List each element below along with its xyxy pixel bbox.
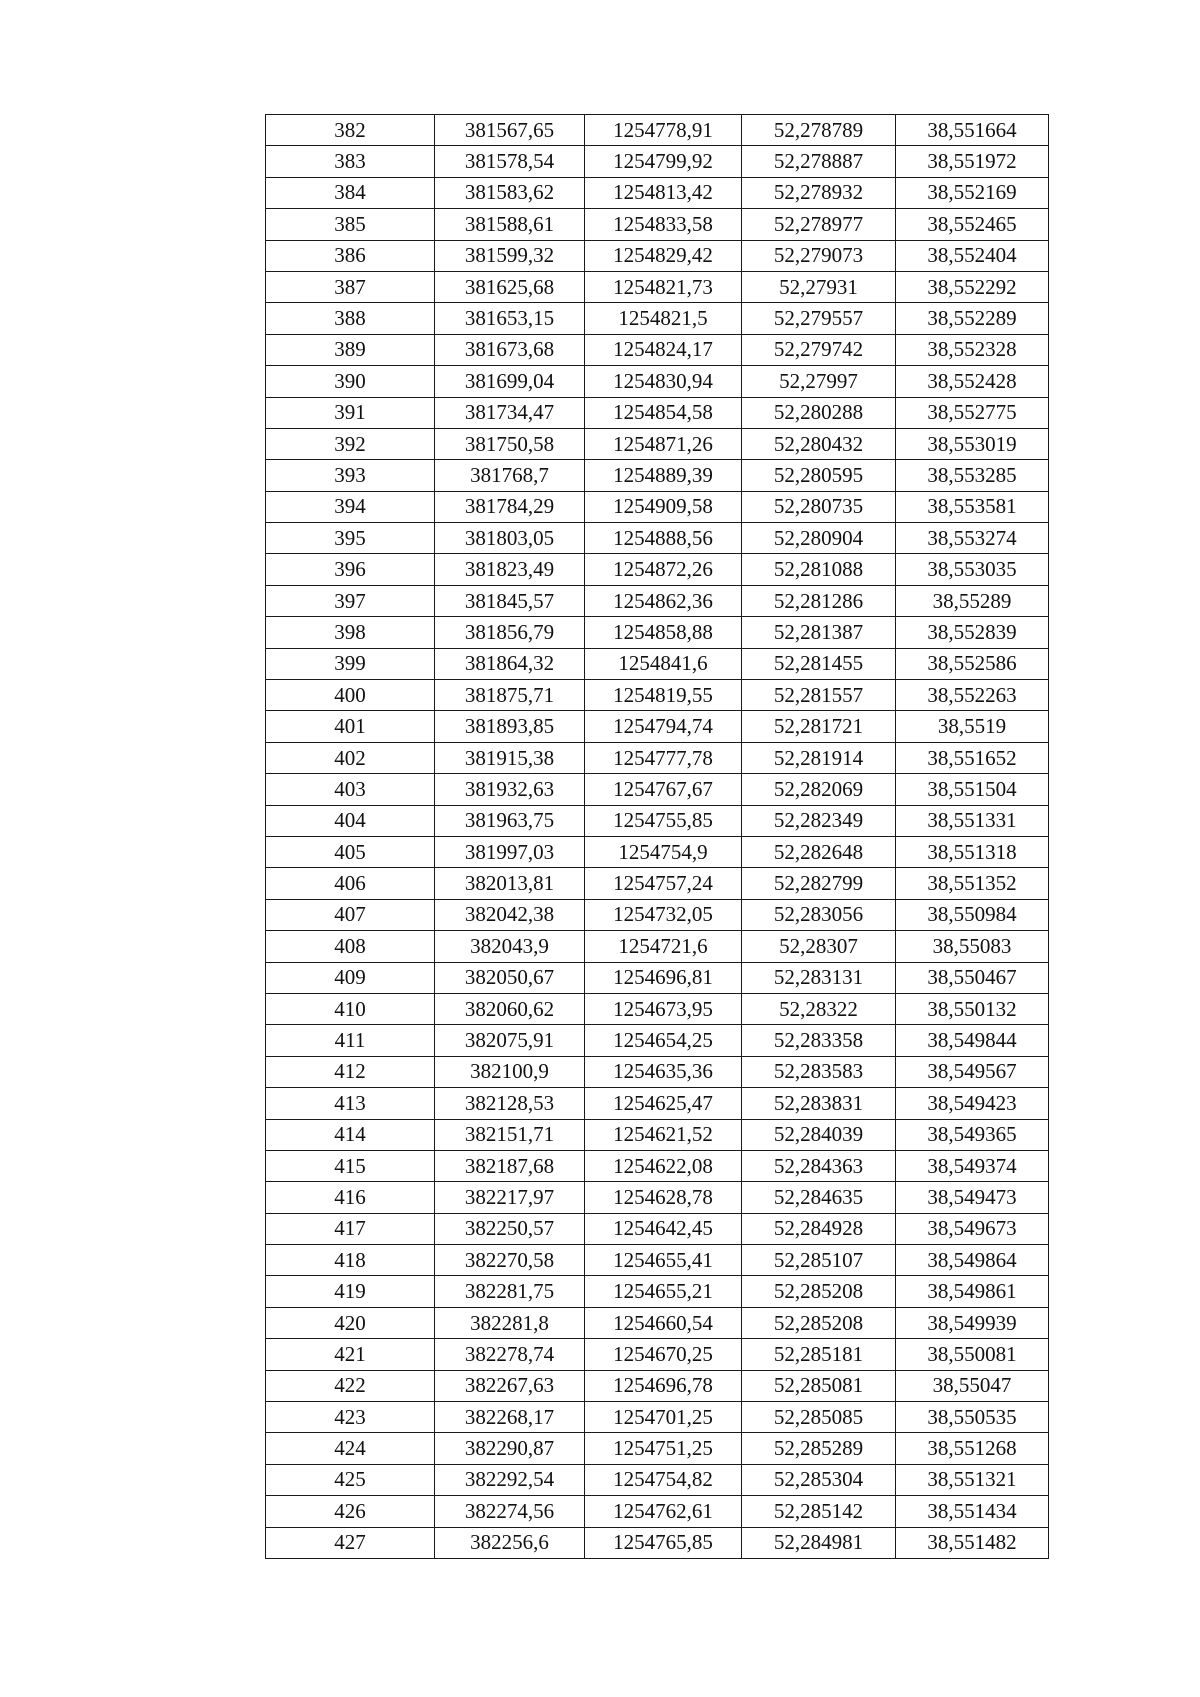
x-coordinate-cell: 382151,71 — [435, 1119, 585, 1150]
y-coordinate-cell: 1254757,24 — [585, 868, 742, 899]
longitude-cell: 38,549939 — [896, 1307, 1049, 1338]
latitude-cell: 52,283583 — [742, 1056, 896, 1087]
longitude-cell: 38,552465 — [896, 209, 1049, 240]
longitude-cell: 38,5519 — [896, 711, 1049, 742]
longitude-cell: 38,552404 — [896, 240, 1049, 271]
x-coordinate-cell: 382060,62 — [435, 993, 585, 1024]
y-coordinate-cell: 1254625,47 — [585, 1088, 742, 1119]
longitude-cell: 38,551352 — [896, 868, 1049, 899]
y-coordinate-cell: 1254721,6 — [585, 931, 742, 962]
y-coordinate-cell: 1254794,74 — [585, 711, 742, 742]
latitude-cell: 52,285107 — [742, 1245, 896, 1276]
y-coordinate-cell: 1254819,55 — [585, 680, 742, 711]
x-coordinate-cell: 382274,56 — [435, 1496, 585, 1527]
table-row — [266, 397, 1049, 428]
point-number-cell: 387 — [266, 271, 435, 302]
table-row — [266, 523, 1049, 554]
x-coordinate-cell: 381997,03 — [435, 836, 585, 867]
longitude-cell: 38,553274 — [896, 523, 1049, 554]
y-coordinate-cell: 1254732,05 — [585, 899, 742, 930]
x-coordinate-cell: 381915,38 — [435, 742, 585, 773]
longitude-cell: 38,551268 — [896, 1433, 1049, 1464]
point-number-cell: 406 — [266, 868, 435, 899]
point-number-cell: 388 — [266, 303, 435, 334]
y-coordinate-cell: 1254762,61 — [585, 1496, 742, 1527]
latitude-cell: 52,284363 — [742, 1150, 896, 1181]
coordinates-table-body — [266, 115, 1049, 1559]
x-coordinate-cell: 382281,8 — [435, 1307, 585, 1338]
latitude-cell: 52,283056 — [742, 899, 896, 930]
point-number-cell: 409 — [266, 962, 435, 993]
longitude-cell: 38,550132 — [896, 993, 1049, 1024]
latitude-cell: 52,278977 — [742, 209, 896, 240]
y-coordinate-cell: 1254696,78 — [585, 1370, 742, 1401]
table-row — [266, 1245, 1049, 1276]
table-row — [266, 1088, 1049, 1119]
y-coordinate-cell: 1254858,88 — [585, 617, 742, 648]
x-coordinate-cell: 381845,57 — [435, 585, 585, 616]
table-row — [266, 836, 1049, 867]
latitude-cell: 52,279073 — [742, 240, 896, 271]
longitude-cell: 38,551664 — [896, 115, 1049, 146]
point-number-cell: 391 — [266, 397, 435, 428]
x-coordinate-cell: 382292,54 — [435, 1464, 585, 1495]
table-row — [266, 460, 1049, 491]
table-row — [266, 774, 1049, 805]
table-row — [266, 240, 1049, 271]
longitude-cell: 38,549473 — [896, 1182, 1049, 1213]
y-coordinate-cell: 1254660,54 — [585, 1307, 742, 1338]
table-row — [266, 1213, 1049, 1244]
latitude-cell: 52,278789 — [742, 115, 896, 146]
y-coordinate-cell: 1254821,5 — [585, 303, 742, 334]
x-coordinate-cell: 381734,47 — [435, 397, 585, 428]
longitude-cell: 38,552428 — [896, 366, 1049, 397]
x-coordinate-cell: 382050,67 — [435, 962, 585, 993]
point-number-cell: 410 — [266, 993, 435, 1024]
longitude-cell: 38,549423 — [896, 1088, 1049, 1119]
latitude-cell: 52,285289 — [742, 1433, 896, 1464]
x-coordinate-cell: 382267,63 — [435, 1370, 585, 1401]
table-row — [266, 868, 1049, 899]
point-number-cell: 413 — [266, 1088, 435, 1119]
latitude-cell: 52,283831 — [742, 1088, 896, 1119]
y-coordinate-cell: 1254909,58 — [585, 491, 742, 522]
point-number-cell: 412 — [266, 1056, 435, 1087]
longitude-cell: 38,551482 — [896, 1527, 1049, 1558]
latitude-cell: 52,280432 — [742, 428, 896, 459]
x-coordinate-cell: 382256,6 — [435, 1527, 585, 1558]
y-coordinate-cell: 1254824,17 — [585, 334, 742, 365]
table-row — [266, 1370, 1049, 1401]
point-number-cell: 422 — [266, 1370, 435, 1401]
longitude-cell: 38,549365 — [896, 1119, 1049, 1150]
y-coordinate-cell: 1254628,78 — [585, 1182, 742, 1213]
longitude-cell: 38,553581 — [896, 491, 1049, 522]
table-row — [266, 1339, 1049, 1370]
table-row — [266, 115, 1049, 146]
longitude-cell: 38,549844 — [896, 1025, 1049, 1056]
point-number-cell: 415 — [266, 1150, 435, 1181]
latitude-cell: 52,285304 — [742, 1464, 896, 1495]
coordinates-table — [265, 114, 1049, 1559]
point-number-cell: 382 — [266, 115, 435, 146]
table-row — [266, 1433, 1049, 1464]
y-coordinate-cell: 1254751,25 — [585, 1433, 742, 1464]
x-coordinate-cell: 381583,62 — [435, 177, 585, 208]
x-coordinate-cell: 382281,75 — [435, 1276, 585, 1307]
x-coordinate-cell: 381963,75 — [435, 805, 585, 836]
x-coordinate-cell: 381599,32 — [435, 240, 585, 271]
table-row — [266, 428, 1049, 459]
longitude-cell: 38,552169 — [896, 177, 1049, 208]
longitude-cell: 38,551652 — [896, 742, 1049, 773]
x-coordinate-cell: 382042,38 — [435, 899, 585, 930]
y-coordinate-cell: 1254841,6 — [585, 648, 742, 679]
table-row — [266, 146, 1049, 177]
point-number-cell: 418 — [266, 1245, 435, 1276]
x-coordinate-cell: 382290,87 — [435, 1433, 585, 1464]
longitude-cell: 38,552292 — [896, 271, 1049, 302]
point-number-cell: 394 — [266, 491, 435, 522]
latitude-cell: 52,280595 — [742, 460, 896, 491]
y-coordinate-cell: 1254872,26 — [585, 554, 742, 585]
point-number-cell: 383 — [266, 146, 435, 177]
point-number-cell: 402 — [266, 742, 435, 773]
table-row — [266, 585, 1049, 616]
latitude-cell: 52,28307 — [742, 931, 896, 962]
point-number-cell: 423 — [266, 1402, 435, 1433]
latitude-cell: 52,281914 — [742, 742, 896, 773]
table-row — [266, 805, 1049, 836]
point-number-cell: 424 — [266, 1433, 435, 1464]
table-row — [266, 648, 1049, 679]
latitude-cell: 52,278887 — [742, 146, 896, 177]
table-row — [266, 680, 1049, 711]
x-coordinate-cell: 381673,68 — [435, 334, 585, 365]
latitude-cell: 52,285208 — [742, 1307, 896, 1338]
longitude-cell: 38,55083 — [896, 931, 1049, 962]
longitude-cell: 38,552775 — [896, 397, 1049, 428]
longitude-cell: 38,552328 — [896, 334, 1049, 365]
table-row — [266, 962, 1049, 993]
point-number-cell: 421 — [266, 1339, 435, 1370]
latitude-cell: 52,281557 — [742, 680, 896, 711]
table-row — [266, 491, 1049, 522]
x-coordinate-cell: 382270,58 — [435, 1245, 585, 1276]
longitude-cell: 38,553019 — [896, 428, 1049, 459]
y-coordinate-cell: 1254871,26 — [585, 428, 742, 459]
latitude-cell: 52,280288 — [742, 397, 896, 428]
y-coordinate-cell: 1254655,41 — [585, 1245, 742, 1276]
point-number-cell: 414 — [266, 1119, 435, 1150]
point-number-cell: 407 — [266, 899, 435, 930]
longitude-cell: 38,550081 — [896, 1339, 1049, 1370]
table-row — [266, 1276, 1049, 1307]
longitude-cell: 38,551972 — [896, 146, 1049, 177]
x-coordinate-cell: 381750,58 — [435, 428, 585, 459]
x-coordinate-cell: 381768,7 — [435, 460, 585, 491]
y-coordinate-cell: 1254754,82 — [585, 1464, 742, 1495]
y-coordinate-cell: 1254799,92 — [585, 146, 742, 177]
latitude-cell: 52,280735 — [742, 491, 896, 522]
longitude-cell: 38,550984 — [896, 899, 1049, 930]
latitude-cell: 52,280904 — [742, 523, 896, 554]
point-number-cell: 392 — [266, 428, 435, 459]
y-coordinate-cell: 1254642,45 — [585, 1213, 742, 1244]
point-number-cell: 417 — [266, 1213, 435, 1244]
x-coordinate-cell: 382187,68 — [435, 1150, 585, 1181]
point-number-cell: 389 — [266, 334, 435, 365]
latitude-cell: 52,28322 — [742, 993, 896, 1024]
latitude-cell: 52,284635 — [742, 1182, 896, 1213]
longitude-cell: 38,551504 — [896, 774, 1049, 805]
latitude-cell: 52,285142 — [742, 1496, 896, 1527]
longitude-cell: 38,549673 — [896, 1213, 1049, 1244]
y-coordinate-cell: 1254889,39 — [585, 460, 742, 491]
point-number-cell: 403 — [266, 774, 435, 805]
latitude-cell: 52,284981 — [742, 1527, 896, 1558]
longitude-cell: 38,549567 — [896, 1056, 1049, 1087]
x-coordinate-cell: 382075,91 — [435, 1025, 585, 1056]
x-coordinate-cell: 381588,61 — [435, 209, 585, 240]
point-number-cell: 419 — [266, 1276, 435, 1307]
point-number-cell: 408 — [266, 931, 435, 962]
y-coordinate-cell: 1254622,08 — [585, 1150, 742, 1181]
point-number-cell: 390 — [266, 366, 435, 397]
longitude-cell: 38,553285 — [896, 460, 1049, 491]
y-coordinate-cell: 1254755,85 — [585, 805, 742, 836]
point-number-cell: 384 — [266, 177, 435, 208]
y-coordinate-cell: 1254754,9 — [585, 836, 742, 867]
latitude-cell: 52,278932 — [742, 177, 896, 208]
latitude-cell: 52,282648 — [742, 836, 896, 867]
longitude-cell: 38,55047 — [896, 1370, 1049, 1401]
x-coordinate-cell: 382013,81 — [435, 868, 585, 899]
y-coordinate-cell: 1254655,21 — [585, 1276, 742, 1307]
x-coordinate-cell: 382268,17 — [435, 1402, 585, 1433]
longitude-cell: 38,551331 — [896, 805, 1049, 836]
x-coordinate-cell: 381875,71 — [435, 680, 585, 711]
point-number-cell: 420 — [266, 1307, 435, 1338]
x-coordinate-cell: 381823,49 — [435, 554, 585, 585]
latitude-cell: 52,282069 — [742, 774, 896, 805]
point-number-cell: 398 — [266, 617, 435, 648]
point-number-cell: 386 — [266, 240, 435, 271]
table-row — [266, 554, 1049, 585]
x-coordinate-cell: 382043,9 — [435, 931, 585, 962]
latitude-cell: 52,27931 — [742, 271, 896, 302]
latitude-cell: 52,284928 — [742, 1213, 896, 1244]
y-coordinate-cell: 1254854,58 — [585, 397, 742, 428]
longitude-cell: 38,549861 — [896, 1276, 1049, 1307]
table-row — [266, 1402, 1049, 1433]
y-coordinate-cell: 1254862,36 — [585, 585, 742, 616]
point-number-cell: 411 — [266, 1025, 435, 1056]
y-coordinate-cell: 1254673,95 — [585, 993, 742, 1024]
y-coordinate-cell: 1254670,25 — [585, 1339, 742, 1370]
table-row — [266, 1307, 1049, 1338]
x-coordinate-cell: 381803,05 — [435, 523, 585, 554]
latitude-cell: 52,285208 — [742, 1276, 896, 1307]
x-coordinate-cell: 382250,57 — [435, 1213, 585, 1244]
point-number-cell: 395 — [266, 523, 435, 554]
table-row — [266, 931, 1049, 962]
latitude-cell: 52,285181 — [742, 1339, 896, 1370]
y-coordinate-cell: 1254778,91 — [585, 115, 742, 146]
x-coordinate-cell: 381653,15 — [435, 303, 585, 334]
longitude-cell: 38,551434 — [896, 1496, 1049, 1527]
point-number-cell: 393 — [266, 460, 435, 491]
latitude-cell: 52,27997 — [742, 366, 896, 397]
x-coordinate-cell: 381578,54 — [435, 146, 585, 177]
table-row — [266, 711, 1049, 742]
point-number-cell: 416 — [266, 1182, 435, 1213]
table-row — [266, 1496, 1049, 1527]
longitude-cell: 38,553035 — [896, 554, 1049, 585]
table-row — [266, 271, 1049, 302]
point-number-cell: 405 — [266, 836, 435, 867]
latitude-cell: 52,284039 — [742, 1119, 896, 1150]
table-row — [266, 742, 1049, 773]
y-coordinate-cell: 1254821,73 — [585, 271, 742, 302]
longitude-cell: 38,552586 — [896, 648, 1049, 679]
table-row — [266, 303, 1049, 334]
latitude-cell: 52,285081 — [742, 1370, 896, 1401]
y-coordinate-cell: 1254830,94 — [585, 366, 742, 397]
table-row — [266, 1025, 1049, 1056]
table-row — [266, 1182, 1049, 1213]
latitude-cell: 52,281721 — [742, 711, 896, 742]
latitude-cell: 52,281387 — [742, 617, 896, 648]
longitude-cell: 38,551318 — [896, 836, 1049, 867]
point-number-cell: 399 — [266, 648, 435, 679]
x-coordinate-cell: 381699,04 — [435, 366, 585, 397]
longitude-cell: 38,552839 — [896, 617, 1049, 648]
table-row — [266, 334, 1049, 365]
table-row — [266, 1119, 1049, 1150]
latitude-cell: 52,283131 — [742, 962, 896, 993]
longitude-cell: 38,549864 — [896, 1245, 1049, 1276]
x-coordinate-cell: 381784,29 — [435, 491, 585, 522]
latitude-cell: 52,283358 — [742, 1025, 896, 1056]
table-row — [266, 617, 1049, 648]
latitude-cell: 52,281455 — [742, 648, 896, 679]
table-row — [266, 899, 1049, 930]
latitude-cell: 52,279742 — [742, 334, 896, 365]
latitude-cell: 52,282799 — [742, 868, 896, 899]
longitude-cell: 38,55289 — [896, 585, 1049, 616]
x-coordinate-cell: 381567,65 — [435, 115, 585, 146]
point-number-cell: 427 — [266, 1527, 435, 1558]
latitude-cell: 52,279557 — [742, 303, 896, 334]
longitude-cell: 38,552263 — [896, 680, 1049, 711]
table-row — [266, 1464, 1049, 1495]
longitude-cell: 38,551321 — [896, 1464, 1049, 1495]
x-coordinate-cell: 381625,68 — [435, 271, 585, 302]
y-coordinate-cell: 1254621,52 — [585, 1119, 742, 1150]
table-row — [266, 1150, 1049, 1181]
latitude-cell: 52,282349 — [742, 805, 896, 836]
y-coordinate-cell: 1254635,36 — [585, 1056, 742, 1087]
y-coordinate-cell: 1254813,42 — [585, 177, 742, 208]
y-coordinate-cell: 1254767,67 — [585, 774, 742, 805]
table-row — [266, 1056, 1049, 1087]
table-row — [266, 993, 1049, 1024]
y-coordinate-cell: 1254777,78 — [585, 742, 742, 773]
table-row — [266, 209, 1049, 240]
longitude-cell: 38,549374 — [896, 1150, 1049, 1181]
y-coordinate-cell: 1254654,25 — [585, 1025, 742, 1056]
x-coordinate-cell: 382128,53 — [435, 1088, 585, 1119]
point-number-cell: 385 — [266, 209, 435, 240]
x-coordinate-cell: 382278,74 — [435, 1339, 585, 1370]
longitude-cell: 38,552289 — [896, 303, 1049, 334]
point-number-cell: 400 — [266, 680, 435, 711]
x-coordinate-cell: 381893,85 — [435, 711, 585, 742]
latitude-cell: 52,285085 — [742, 1402, 896, 1433]
y-coordinate-cell: 1254833,58 — [585, 209, 742, 240]
longitude-cell: 38,550467 — [896, 962, 1049, 993]
x-coordinate-cell: 382100,9 — [435, 1056, 585, 1087]
table-row — [266, 177, 1049, 208]
point-number-cell: 425 — [266, 1464, 435, 1495]
y-coordinate-cell: 1254829,42 — [585, 240, 742, 271]
x-coordinate-cell: 381864,32 — [435, 648, 585, 679]
point-number-cell: 426 — [266, 1496, 435, 1527]
longitude-cell: 38,550535 — [896, 1402, 1049, 1433]
x-coordinate-cell: 382217,97 — [435, 1182, 585, 1213]
latitude-cell: 52,281088 — [742, 554, 896, 585]
y-coordinate-cell: 1254696,81 — [585, 962, 742, 993]
point-number-cell: 401 — [266, 711, 435, 742]
point-number-cell: 397 — [266, 585, 435, 616]
point-number-cell: 396 — [266, 554, 435, 585]
x-coordinate-cell: 381932,63 — [435, 774, 585, 805]
y-coordinate-cell: 1254765,85 — [585, 1527, 742, 1558]
latitude-cell: 52,281286 — [742, 585, 896, 616]
x-coordinate-cell: 381856,79 — [435, 617, 585, 648]
table-row — [266, 1527, 1049, 1558]
y-coordinate-cell: 1254888,56 — [585, 523, 742, 554]
y-coordinate-cell: 1254701,25 — [585, 1402, 742, 1433]
point-number-cell: 404 — [266, 805, 435, 836]
table-row — [266, 366, 1049, 397]
